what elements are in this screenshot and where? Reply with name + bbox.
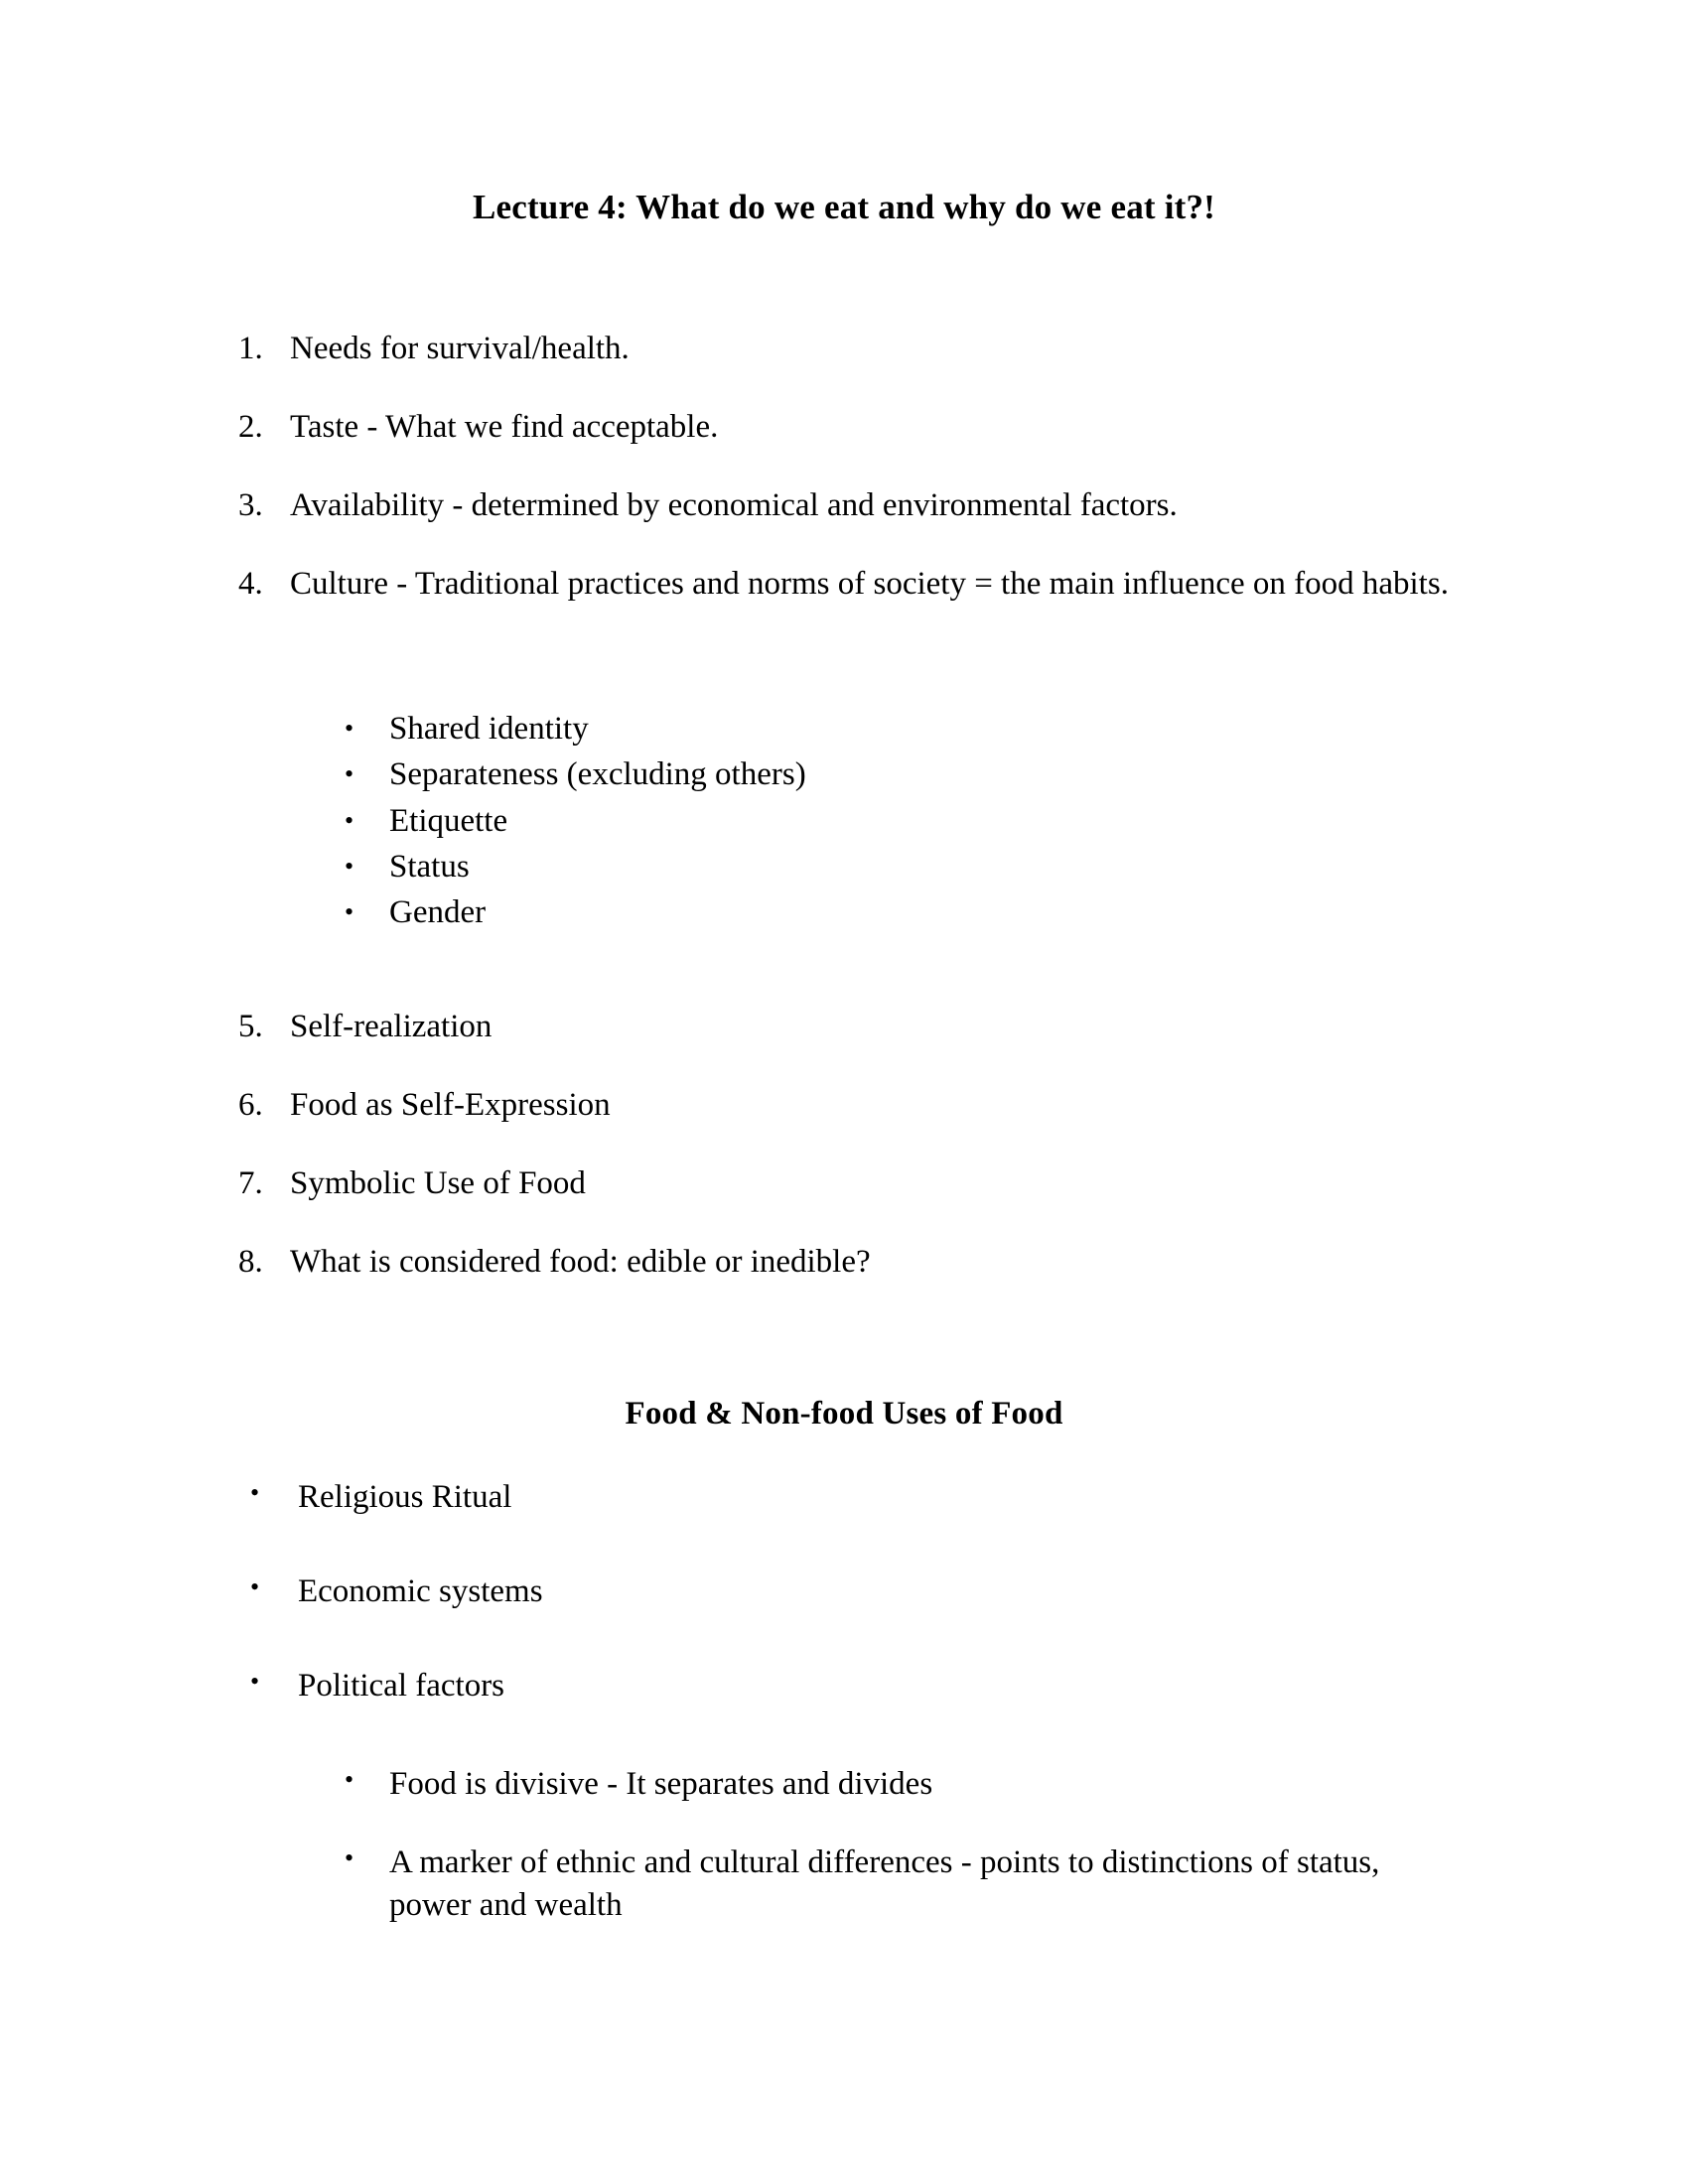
list-item-text: Gender (389, 894, 487, 931)
page-title: Lecture 4: What do we eat and why do we eat it?! (472, 188, 1216, 226)
numbered-list-primary (238, 328, 1450, 606)
list-marker: 8. (238, 1243, 263, 1280)
list-item (238, 1084, 1450, 1127)
list-marker: 4. (238, 565, 263, 602)
section-heading: Food & Non-food Uses of Food (625, 1396, 1063, 1432)
list-item-text: Economic systems (298, 1572, 543, 1609)
list-item (238, 328, 1450, 370)
list-item-text: Symbolic Use of Food (290, 1164, 586, 1201)
list-item-text: Status (389, 848, 470, 885)
bullet-icon: • (345, 897, 354, 927)
list-item (246, 1476, 1458, 1519)
list-item-text: What is considered food: edible or inedible? (290, 1243, 871, 1280)
bullet-icon: • (345, 805, 354, 835)
numbered-list-continued (238, 1006, 1450, 1284)
list-item-text: Shared identity (389, 711, 589, 747)
list-item (246, 1570, 1458, 1613)
list-item (238, 563, 1450, 606)
list-item-text: Taste - What we find acceptable. (290, 408, 719, 445)
list-item (343, 850, 1336, 884)
list-item-text: Availability - determined by economical and environmental factors. (290, 486, 1178, 523)
list-item (343, 1763, 1455, 1806)
bullet-icon: • (345, 1843, 354, 1872)
list-marker: 3. (238, 486, 263, 523)
bullet-icon: • (345, 1765, 354, 1794)
list-item-text: Culture - Traditional practices and norms of society = the main influence on food habits. (290, 565, 1449, 602)
list-marker: 5. (238, 1009, 263, 1044)
bullet-icon: • (250, 1478, 260, 1507)
bullet-icon: • (345, 714, 354, 743)
list-item (238, 1241, 1450, 1284)
list-item-text: Food is divisive - It separates and divides (389, 1766, 933, 1802)
food-uses-bullet-list (246, 1476, 1458, 1759)
list-item (343, 895, 1336, 929)
bullet-icon: • (345, 759, 354, 789)
list-item-text: Religious Ritual (298, 1479, 512, 1515)
list-item-text: Separateness (excluding others) (389, 756, 806, 793)
list-item (238, 406, 1450, 449)
list-item (343, 757, 1336, 791)
bullet-icon: • (345, 851, 354, 881)
list-item-text: A marker of ethnic and cultural differences - points to distinctions of status, power and wealth (389, 1843, 1380, 1923)
bullet-icon: • (250, 1571, 260, 1601)
list-item (246, 1665, 1458, 1707)
list-marker: 1. (238, 331, 263, 366)
list-item-text: Political factors (298, 1667, 505, 1704)
list-item (343, 804, 1336, 838)
list-item-text: Food as Self-Expression (290, 1086, 611, 1123)
political-sub-bullet-list (343, 1763, 1455, 1927)
culture-sub-bullet-list (343, 712, 1336, 930)
list-item (343, 712, 1336, 746)
list-item-text: Needs for survival/health. (290, 331, 630, 366)
list-marker: 7. (238, 1164, 263, 1201)
list-item (343, 1842, 1455, 1927)
list-item (238, 1006, 1450, 1048)
list-marker: 2. (238, 408, 263, 445)
list-item-text: Self-realization (290, 1009, 492, 1044)
list-marker: 6. (238, 1086, 263, 1123)
list-item (238, 1162, 1450, 1205)
bullet-icon: • (250, 1666, 260, 1696)
list-item-text: Etiquette (389, 802, 508, 839)
list-item (238, 484, 1450, 527)
